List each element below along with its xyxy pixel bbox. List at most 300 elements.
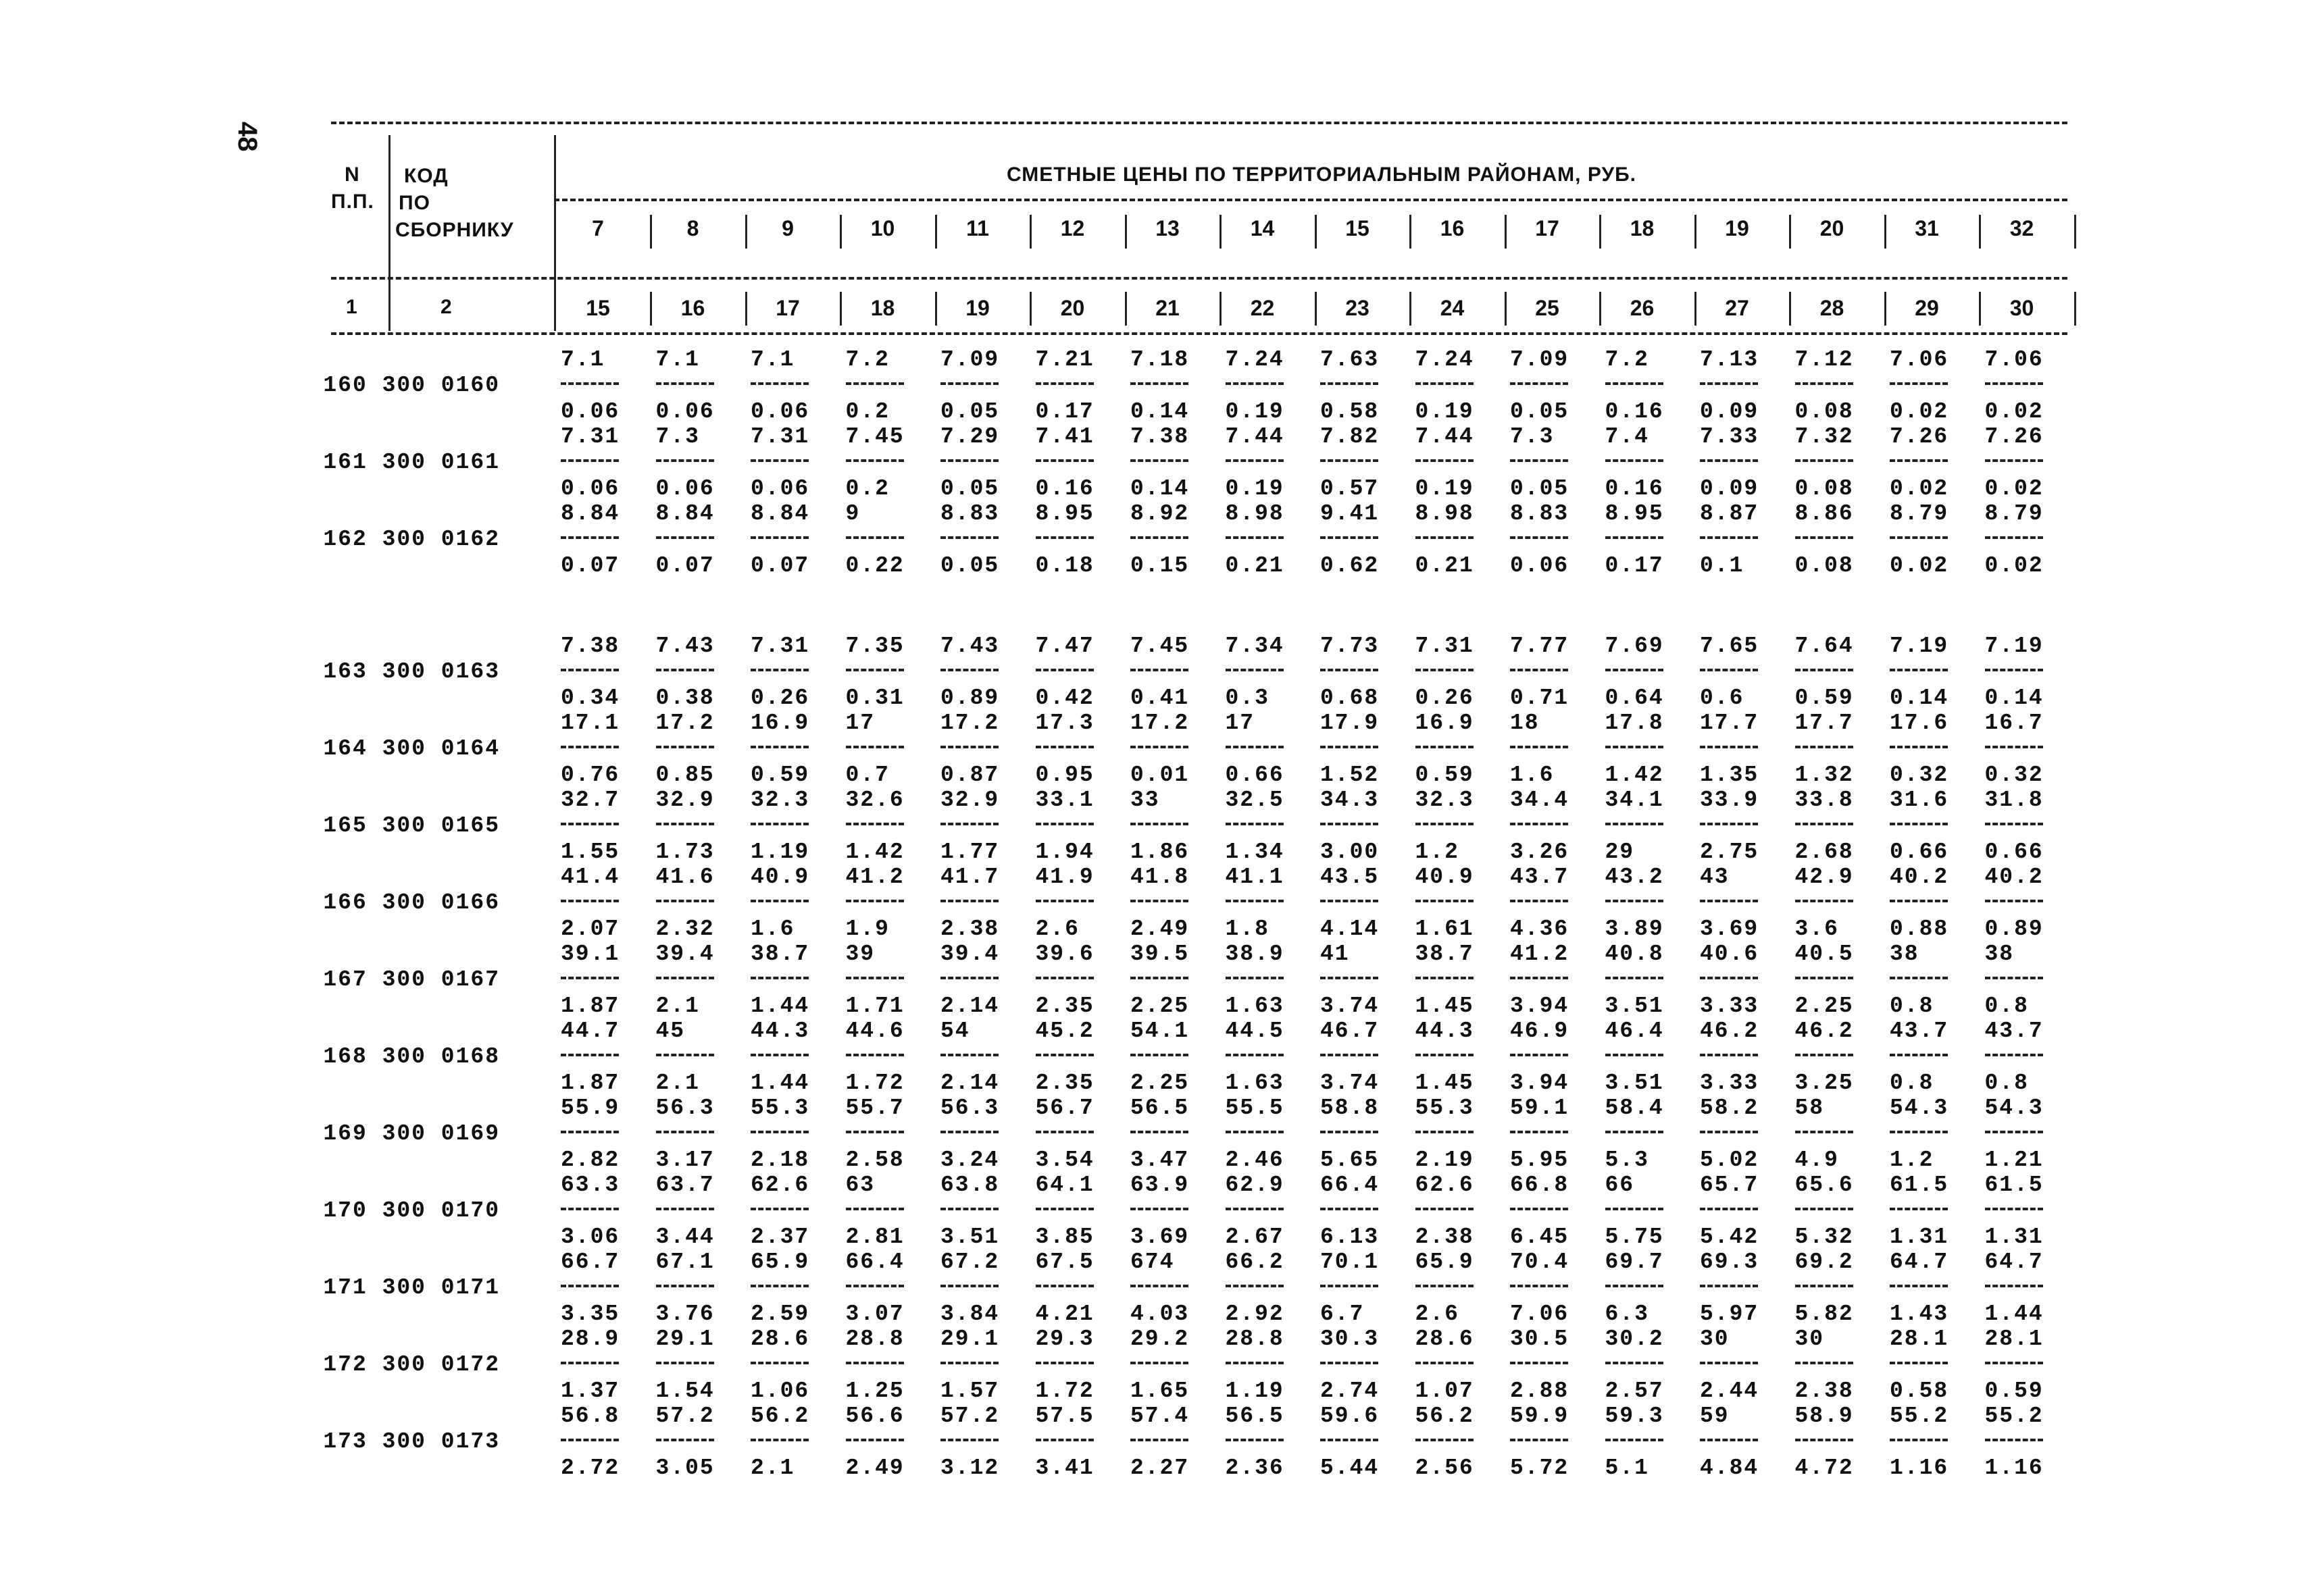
price-wage: 1.72	[845, 1071, 905, 1096]
price-total: 7.31	[1415, 634, 1474, 659]
fraction-bar	[751, 977, 809, 979]
price-wage: 0.15	[1130, 553, 1190, 578]
price-wage: 2.14	[940, 994, 1000, 1019]
header-code-3: СБОРНИКУ	[395, 219, 514, 241]
price-wage: 2.38	[1794, 1379, 1854, 1404]
price-wage: 1.86	[1130, 840, 1190, 865]
price-wage: 0.32	[1984, 763, 2044, 788]
region-header-11: 11	[966, 216, 989, 240]
price-wage: 2.1	[751, 1456, 795, 1481]
price-wage: 0.14	[1984, 686, 2044, 711]
header-sep-n	[388, 135, 391, 331]
fraction-bar	[1795, 1285, 1853, 1287]
price-wage: 1.45	[1415, 1071, 1474, 1096]
fraction-bar	[1320, 459, 1378, 462]
price-total: 43.7	[1890, 1019, 1949, 1044]
price-wage: 4.14	[1320, 917, 1380, 942]
price-wage: 2.88	[1510, 1379, 1569, 1404]
price-wage: 0.59	[751, 763, 810, 788]
fraction-bar	[1510, 746, 1568, 748]
price-total: 66	[1605, 1173, 1635, 1198]
price-total: 46.2	[1700, 1019, 1759, 1044]
price-wage: 2.18	[751, 1148, 810, 1173]
fraction-bar	[1510, 1362, 1568, 1364]
fraction-bar	[751, 1208, 809, 1210]
price-total: 39.6	[1035, 942, 1095, 967]
price-wage: 0.95	[1035, 763, 1095, 788]
fraction-bar	[846, 1054, 904, 1056]
price-total: 41.2	[845, 865, 905, 890]
price-wage: 2.59	[751, 1302, 810, 1327]
row-code: 161 300 0161	[323, 450, 500, 475]
price-total: 16.9	[751, 711, 810, 736]
price-total: 7.3	[1510, 424, 1555, 449]
fraction-bar	[1985, 900, 2043, 902]
fraction-bar	[1036, 1285, 1094, 1287]
price-total: 7.77	[1510, 634, 1569, 659]
price-wage: 1.6	[1510, 763, 1555, 788]
fraction-bar	[1510, 459, 1568, 462]
price-total: 8.92	[1130, 501, 1190, 526]
fraction-bar	[561, 1054, 619, 1056]
fraction-bar	[940, 1131, 999, 1133]
region-header-13: 13	[1155, 216, 1180, 240]
price-total: 33	[1130, 788, 1160, 813]
fraction-bar	[1226, 1208, 1284, 1210]
price-wage: 3.41	[1035, 1456, 1095, 1481]
price-total: 38	[1984, 942, 2015, 967]
price-wage: 0.19	[1415, 399, 1474, 424]
price-wage: 3.33	[1700, 994, 1759, 1019]
fraction-bar	[1700, 746, 1758, 748]
price-wage: 1.35	[1700, 763, 1759, 788]
fraction-bar	[1795, 746, 1853, 748]
fraction-bar	[1605, 1362, 1663, 1364]
price-wage: 0.16	[1605, 399, 1664, 424]
price-total: 41.1	[1225, 865, 1284, 890]
price-wage: 1.42	[845, 840, 905, 865]
price-total: 56.6	[845, 1404, 905, 1428]
fraction-bar	[1605, 900, 1663, 902]
price-wage: 0.71	[1510, 686, 1569, 711]
price-total: 40.5	[1794, 942, 1854, 967]
price-total: 65.7	[1700, 1173, 1759, 1198]
price-total: 39.4	[940, 942, 1000, 967]
price-wage: 5.32	[1794, 1225, 1854, 1250]
price-total: 63.8	[940, 1173, 1000, 1198]
price-total: 65.6	[1794, 1173, 1854, 1198]
price-total: 29.3	[1035, 1327, 1095, 1352]
price-wage: 1.2	[1415, 840, 1459, 865]
price-wage: 1.55	[561, 840, 620, 865]
price-wage: 0.8	[1984, 1071, 2029, 1096]
fraction-bar	[1036, 459, 1094, 462]
price-wage: 0.05	[1510, 399, 1569, 424]
price-total: 7.24	[1415, 347, 1474, 372]
fraction-bar	[846, 1131, 904, 1133]
price-wage: 0.17	[1605, 553, 1664, 578]
price-total: 7.69	[1605, 634, 1664, 659]
fraction-bar	[656, 977, 714, 979]
column-index-24: 24	[1440, 296, 1465, 320]
price-total: 67.2	[940, 1250, 1000, 1275]
fraction-bar	[1985, 1054, 2043, 1056]
price-total: 7.09	[1510, 347, 1569, 372]
fraction-bar	[1985, 823, 2043, 825]
price-total: 64.7	[1890, 1250, 1949, 1275]
price-wage: 1.19	[751, 840, 810, 865]
fraction-bar	[846, 900, 904, 902]
price-wage: 5.97	[1700, 1302, 1759, 1327]
price-wage: 1.34	[1225, 840, 1284, 865]
price-total: 43.7	[1510, 865, 1569, 890]
price-wage: 6.45	[1510, 1225, 1569, 1250]
price-total: 61.5	[1984, 1173, 2044, 1198]
price-wage: 3.05	[655, 1456, 715, 1481]
price-total: 38.7	[1415, 942, 1474, 967]
region-header-8: 8	[686, 216, 699, 240]
row-code: 170 300 0170	[323, 1198, 500, 1223]
price-wage: 5.95	[1510, 1148, 1569, 1173]
price-total: 44.7	[561, 1019, 620, 1044]
price-total: 8.95	[1605, 501, 1664, 526]
price-total: 8.79	[1890, 501, 1949, 526]
region-header-14: 14	[1250, 216, 1275, 240]
region-header-15: 15	[1345, 216, 1369, 240]
fraction-bar	[1130, 977, 1188, 979]
column-index-18: 18	[870, 296, 895, 320]
fraction-bar	[1795, 382, 1853, 385]
price-total: 7.43	[655, 634, 715, 659]
price-total: 7.06	[1984, 347, 2044, 372]
fraction-bar	[1985, 1362, 2043, 1364]
price-total: 28.1	[1984, 1327, 2044, 1352]
price-total: 7.26	[1984, 424, 2044, 449]
fraction-bar	[1985, 1208, 2043, 1210]
price-total: 7.47	[1035, 634, 1095, 659]
column-index-20: 20	[1060, 296, 1085, 320]
fraction-bar	[1510, 977, 1568, 979]
price-wage: 0.14	[1130, 476, 1190, 501]
price-total: 17.8	[1605, 711, 1664, 736]
price-total: 40.9	[1415, 865, 1474, 890]
price-wage: 0.26	[1415, 686, 1474, 711]
price-wage: 1.57	[940, 1379, 1000, 1404]
fraction-bar	[1890, 1054, 1948, 1056]
price-wage: 2.32	[655, 917, 715, 942]
price-wage: 1.6	[751, 917, 795, 942]
price-wage: 0.02	[1890, 553, 1949, 578]
price-total: 7.1	[751, 347, 795, 372]
price-wage: 3.85	[1035, 1225, 1095, 1250]
price-wage: 2.07	[561, 917, 620, 942]
price-wage: 0.02	[1890, 399, 1949, 424]
price-total: 17	[1225, 711, 1255, 736]
price-total: 57.2	[940, 1404, 1000, 1428]
price-total: 7.3	[655, 424, 700, 449]
price-wage: 0.1	[1700, 553, 1744, 578]
price-wage: 0.19	[1225, 476, 1284, 501]
fraction-bar	[1700, 977, 1758, 979]
price-total: 16.7	[1984, 711, 2044, 736]
price-wage: 1.16	[1984, 1456, 2044, 1481]
header-n: N	[345, 163, 360, 186]
fraction-bar	[940, 1054, 999, 1056]
price-total: 17.2	[940, 711, 1000, 736]
price-total: 7.12	[1794, 347, 1854, 372]
price-total: 66.2	[1225, 1250, 1284, 1275]
price-total: 59.3	[1605, 1404, 1664, 1428]
fraction-bar	[561, 1285, 619, 1287]
price-wage: 3.07	[845, 1302, 905, 1327]
price-total: 7.35	[845, 634, 905, 659]
price-total: 29.1	[655, 1327, 715, 1352]
row-code: 172 300 0172	[323, 1352, 500, 1377]
region-header-18: 18	[1630, 216, 1655, 240]
fraction-bar	[1036, 900, 1094, 902]
price-total: 17	[845, 711, 876, 736]
fraction-bar	[1605, 382, 1663, 385]
price-total: 66.8	[1510, 1173, 1569, 1198]
price-total: 40.9	[751, 865, 810, 890]
fraction-bar	[1890, 669, 1948, 671]
fraction-bar	[751, 900, 809, 902]
price-total: 7.82	[1320, 424, 1380, 449]
price-total: 59	[1700, 1404, 1730, 1428]
price-wage: 4.36	[1510, 917, 1569, 942]
price-total: 62.6	[751, 1173, 810, 1198]
fraction-bar	[1700, 1362, 1758, 1364]
region-separator	[2074, 215, 2076, 249]
price-total: 46.2	[1794, 1019, 1854, 1044]
price-total: 7.09	[940, 347, 1000, 372]
fraction-bar	[846, 977, 904, 979]
fraction-bar	[751, 1439, 809, 1441]
fraction-bar	[1415, 977, 1474, 979]
fraction-bar	[1890, 459, 1948, 462]
fraction-bar	[1795, 1362, 1853, 1364]
fraction-bar	[1700, 459, 1758, 462]
price-total: 8.98	[1415, 501, 1474, 526]
price-wage: 1.61	[1415, 917, 1474, 942]
fraction-bar	[1985, 536, 2043, 539]
price-total: 41.8	[1130, 865, 1190, 890]
fraction-bar	[1036, 1131, 1094, 1133]
price-total: 28.9	[561, 1327, 620, 1352]
price-wage: 1.16	[1890, 1456, 1949, 1481]
price-wage: 5.82	[1794, 1302, 1854, 1327]
fraction-bar	[1890, 823, 1948, 825]
price-wage: 5.65	[1320, 1148, 1380, 1173]
fraction-bar	[846, 823, 904, 825]
price-total: 59.1	[1510, 1096, 1569, 1121]
price-wage: 0.89	[1984, 917, 2044, 942]
price-wage: 0.16	[1605, 476, 1664, 501]
price-total: 7.19	[1890, 634, 1949, 659]
price-total: 9.41	[1320, 501, 1380, 526]
row-code: 167 300 0167	[323, 967, 500, 992]
price-total: 33.9	[1700, 788, 1759, 813]
price-wage: 1.31	[1984, 1225, 2044, 1250]
fraction-bar	[1700, 1131, 1758, 1133]
header-code-1: КОД	[404, 165, 449, 187]
fraction-bar	[751, 382, 809, 385]
price-total: 8.83	[940, 501, 1000, 526]
fraction-bar	[751, 459, 809, 462]
price-total: 46.9	[1510, 1019, 1569, 1044]
fraction-bar	[1130, 1439, 1188, 1441]
fraction-bar	[940, 746, 999, 748]
row-code: 165 300 0165	[323, 813, 500, 838]
price-total: 69.3	[1700, 1250, 1759, 1275]
price-wage: 0.31	[845, 686, 905, 711]
price-total: 8.79	[1984, 501, 2044, 526]
price-total: 62.9	[1225, 1173, 1284, 1198]
fraction-bar	[1510, 1131, 1568, 1133]
price-total: 32.7	[561, 788, 620, 813]
price-total: 30.5	[1510, 1327, 1569, 1352]
price-total: 58.4	[1605, 1096, 1664, 1121]
fraction-bar	[1320, 823, 1378, 825]
price-wage: 0.2	[845, 399, 890, 424]
price-wage: 0.21	[1225, 553, 1284, 578]
price-total: 30	[1700, 1327, 1730, 1352]
header-bottom-rule	[331, 332, 2067, 335]
fraction-bar	[940, 900, 999, 902]
fraction-bar	[1226, 746, 1284, 748]
fraction-bar	[846, 382, 904, 385]
price-wage: 1.65	[1130, 1379, 1190, 1404]
price-wage: 0.06	[561, 476, 620, 501]
price-total: 65.9	[1415, 1250, 1474, 1275]
row-code: 168 300 0168	[323, 1044, 500, 1069]
row-code: 162 300 0162	[323, 527, 500, 552]
fraction-bar	[1130, 382, 1188, 385]
price-wage: 0.76	[561, 763, 620, 788]
price-total: 28.1	[1890, 1327, 1949, 1352]
price-wage: 0.05	[940, 476, 1000, 501]
price-total: 32.6	[845, 788, 905, 813]
price-wage: 0.05	[940, 553, 1000, 578]
price-wage: 1.37	[561, 1379, 620, 1404]
fraction-bar	[656, 669, 714, 671]
price-wage: 4.72	[1794, 1456, 1854, 1481]
fraction-bar	[561, 823, 619, 825]
price-wage: 2.92	[1225, 1302, 1284, 1327]
fraction-bar	[1985, 1439, 2043, 1441]
fraction-bar	[1320, 1208, 1378, 1210]
price-wage: 0.2	[845, 476, 890, 501]
fraction-bar	[1130, 1131, 1188, 1133]
price-total: 38	[1890, 942, 1919, 967]
fraction-bar	[1700, 823, 1758, 825]
fraction-bar	[1985, 459, 2043, 462]
price-wage: 1.21	[1984, 1148, 2044, 1173]
price-total: 56.2	[751, 1404, 810, 1428]
price-total: 59.9	[1510, 1404, 1569, 1428]
price-total: 7.19	[1984, 634, 2044, 659]
price-total: 66.4	[1320, 1173, 1380, 1198]
price-wage: 0.07	[561, 553, 620, 578]
price-total: 70.4	[1510, 1250, 1569, 1275]
price-wage: 0.18	[1035, 553, 1095, 578]
price-wage: 2.25	[1130, 994, 1190, 1019]
price-total: 39	[845, 942, 876, 967]
row-code: 163 300 0163	[323, 659, 500, 684]
price-wage: 2.1	[655, 994, 700, 1019]
price-wage: 3.25	[1794, 1071, 1854, 1096]
price-wage: 4.21	[1035, 1302, 1095, 1327]
fraction-bar	[561, 459, 619, 462]
fraction-bar	[1320, 746, 1378, 748]
fraction-bar	[940, 382, 999, 385]
price-wage: 1.63	[1225, 994, 1284, 1019]
price-wage: 0.38	[655, 686, 715, 711]
price-wage: 4.9	[1794, 1148, 1839, 1173]
fraction-bar	[1320, 382, 1378, 385]
fraction-bar	[1795, 900, 1853, 902]
price-total: 7.34	[1225, 634, 1284, 659]
price-total: 56.8	[561, 1404, 620, 1428]
price-total: 7.31	[751, 424, 810, 449]
price-wage: 0.09	[1700, 399, 1759, 424]
fraction-bar	[561, 1439, 619, 1441]
price-total: 69.2	[1794, 1250, 1854, 1275]
region-header-9: 9	[782, 216, 794, 240]
fraction-bar	[1130, 1285, 1188, 1287]
price-total: 66.7	[561, 1250, 620, 1275]
fraction-bar	[1605, 746, 1663, 748]
fraction-bar	[1795, 977, 1853, 979]
price-wage: 3.00	[1320, 840, 1380, 865]
price-total: 7.44	[1225, 424, 1284, 449]
fraction-bar	[1510, 900, 1568, 902]
fraction-bar	[1795, 823, 1853, 825]
price-wage: 1.94	[1035, 840, 1095, 865]
fraction-bar	[1605, 977, 1663, 979]
price-wage: 1.43	[1890, 1302, 1949, 1327]
price-wage: 2.38	[940, 917, 1000, 942]
region-header-10: 10	[870, 216, 895, 240]
price-wage: 0.17	[1035, 399, 1095, 424]
price-total: 8.95	[1035, 501, 1095, 526]
price-total: 54.1	[1130, 1019, 1190, 1044]
price-wage: 2.44	[1700, 1379, 1759, 1404]
fraction-bar	[1226, 1131, 1284, 1133]
fraction-bar	[1226, 1054, 1284, 1056]
fraction-bar	[846, 746, 904, 748]
fraction-bar	[1890, 1439, 1948, 1441]
fraction-bar	[1130, 1362, 1188, 1364]
fraction-bar	[1130, 823, 1188, 825]
price-total: 41.4	[561, 865, 620, 890]
price-total: 7.63	[1320, 347, 1380, 372]
fraction-bar	[1130, 536, 1188, 539]
price-total: 7.06	[1890, 347, 1949, 372]
price-total: 67.1	[655, 1250, 715, 1275]
price-wage: 2.6	[1035, 917, 1080, 942]
header-index-1: 1	[346, 296, 358, 318]
price-wage: 2.25	[1794, 994, 1854, 1019]
fraction-bar	[1036, 823, 1094, 825]
price-wage: 0.66	[1225, 763, 1284, 788]
price-total: 56.7	[1035, 1096, 1095, 1121]
price-total: 17.9	[1320, 711, 1380, 736]
price-wage: 0.32	[1890, 763, 1949, 788]
fraction-bar	[1890, 1362, 1948, 1364]
fraction-bar	[1985, 669, 2043, 671]
price-wage: 3.76	[655, 1302, 715, 1327]
